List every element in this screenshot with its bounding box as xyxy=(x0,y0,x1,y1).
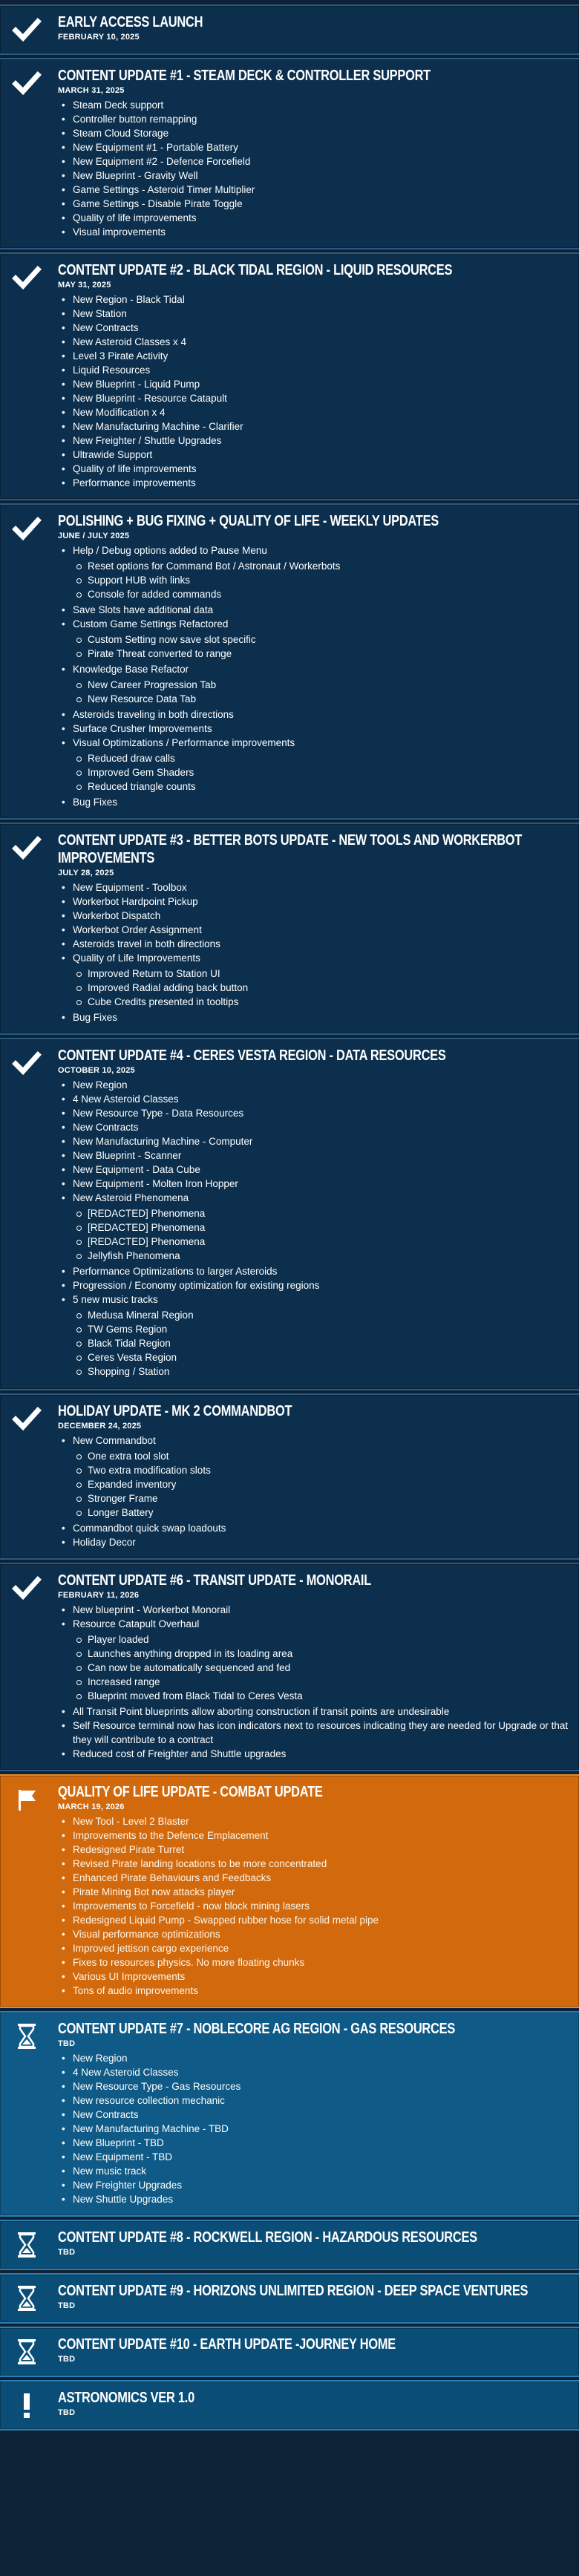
sub-feature-item: Two extra modification slots xyxy=(73,1463,570,1477)
feature-item xyxy=(58,2136,570,2150)
feature-item xyxy=(58,1927,570,1941)
feature-item xyxy=(58,923,570,937)
feature-item xyxy=(58,112,570,126)
feature-item xyxy=(58,391,570,405)
milestone-title: POLISHING + BUG FIXING + QUALITY OF LIFE - WEEKLY UPDATES xyxy=(58,513,439,529)
sub-feature-list xyxy=(73,1308,570,1379)
sub-feature-item: Expanded inventory xyxy=(73,1477,570,1491)
milestone-date: MARCH 31, 2025 xyxy=(58,86,125,95)
feature-text: Pirate Mining Bot now attacks player xyxy=(73,1886,235,1897)
sub-feature-list xyxy=(73,1449,570,1520)
milestone-date: FEBRUARY 10, 2025 xyxy=(58,33,140,42)
feature-text: New Resource Type - Data Resources xyxy=(73,1108,244,1119)
feature-text: Controller button remapping xyxy=(73,114,197,125)
feature-item xyxy=(58,662,570,706)
sub-feature-item: Reset options for Command Bot / Astronaut / Workerbots xyxy=(73,559,570,573)
milestone-card xyxy=(0,823,579,1035)
feature-item xyxy=(58,462,570,476)
sub-feature-item: Improved Gem Shaders xyxy=(73,765,570,779)
feature-item xyxy=(58,126,570,140)
feature-item xyxy=(58,1078,570,1092)
feature-item xyxy=(58,722,570,736)
feature-text: Redesigned Liquid Pump - Swapped rubber hose for solid metal pipe xyxy=(73,1915,379,1926)
sub-feature-item: Reduced draw calls xyxy=(73,751,570,765)
feature-text: Visual Optimizations / Performance improvements xyxy=(73,737,295,748)
sub-feature-list xyxy=(73,751,570,794)
feature-item xyxy=(58,2065,570,2079)
sub-feature-item: Ceres Vesta Region xyxy=(73,1350,570,1364)
feature-list xyxy=(58,1078,570,1379)
milestone-date: DECEMBER 24, 2025 xyxy=(58,1422,142,1431)
milestone-card xyxy=(0,252,579,500)
sub-feature-item: Improved Return to Station UI xyxy=(73,967,570,981)
feature-item xyxy=(58,1704,570,1719)
sub-feature-item: Launches anything dropped in its loading area xyxy=(73,1647,570,1661)
feature-text: New Region xyxy=(73,1079,128,1091)
feature-item xyxy=(58,1148,570,1163)
feature-item xyxy=(58,1899,570,1913)
feature-text: 5 new music tracks xyxy=(73,1294,158,1305)
feature-item xyxy=(58,937,570,951)
milestone-title: CONTENT UPDATE #3 - BETTER BOTS UPDATE - NEW TOOLS AND WORKERBOT IMPROVEMENTS xyxy=(58,832,523,866)
feature-text: New Blueprint - Resource Catapult xyxy=(73,393,227,404)
sub-feature-item: One extra tool slot xyxy=(73,1449,570,1463)
hourglass-icon xyxy=(10,2020,43,2053)
milestone-card xyxy=(0,2220,579,2270)
feature-item xyxy=(58,1010,570,1024)
feature-list xyxy=(58,880,570,1024)
feature-text: New Contracts xyxy=(73,1122,139,1133)
feature-text: New Manufacturing Machine - Computer xyxy=(73,1136,253,1147)
feature-text: Workerbot Hardpoint Pickup xyxy=(73,896,198,907)
feature-text: Self Resource terminal now has icon indicators next to resources indicating they are needed for Upgrade or that they will contribute to a contract xyxy=(73,1720,569,1745)
feature-item xyxy=(58,1814,570,1828)
feature-text: New Asteroid Phenomena xyxy=(73,1192,189,1203)
milestone-title: CONTENT UPDATE #10 - EARTH UPDATE -JOURNEY HOME xyxy=(58,2336,396,2353)
sub-feature-list xyxy=(73,559,570,601)
feature-text: New Blueprint - Liquid Pump xyxy=(73,379,200,390)
checkmark-icon xyxy=(10,512,43,545)
feature-text: All Transit Point blueprints allow aborting construction if transit points are undesirable xyxy=(73,1706,450,1717)
feature-text: New Asteroid Classes x 4 xyxy=(73,336,187,347)
feature-text: Knowledge Base Refactor xyxy=(73,664,189,675)
feature-item xyxy=(58,377,570,391)
milestone-card xyxy=(0,1393,579,1560)
feature-item xyxy=(58,1603,570,1617)
feature-text: Steam Deck support xyxy=(73,99,164,111)
feature-item xyxy=(58,603,570,617)
feature-list xyxy=(58,98,570,239)
feature-text: Progression / Economy optimization for existing regions xyxy=(73,1280,320,1291)
sub-feature-item: TW Gems Region xyxy=(73,1322,570,1336)
feature-text: Resource Catapult Overhaul xyxy=(73,1618,200,1629)
feature-text: Holiday Decor xyxy=(73,1537,136,1548)
feature-text: New Tool - Level 2 Blaster xyxy=(73,1816,189,1827)
feature-item xyxy=(58,307,570,321)
milestone-card xyxy=(0,1563,579,1771)
milestone-title: CONTENT UPDATE #6 - TRANSIT UPDATE - MONORAIL xyxy=(58,1572,372,1589)
exclamation-icon xyxy=(10,2389,43,2422)
feature-item xyxy=(58,2192,570,2206)
feature-item xyxy=(58,736,570,794)
feature-text: 4 New Asteroid Classes xyxy=(73,1094,179,1105)
feature-text: Performance improvements xyxy=(73,477,196,488)
feature-item xyxy=(58,543,570,601)
sub-feature-item: Custom Setting now save slot specific xyxy=(73,632,570,647)
feature-text: Level 3 Pirate Activity xyxy=(73,350,169,362)
feature-item xyxy=(58,1292,570,1379)
feature-item xyxy=(58,1747,570,1761)
feature-item xyxy=(58,795,570,809)
feature-text: Quality of life improvements xyxy=(73,463,197,474)
feature-item xyxy=(58,1719,570,1747)
feature-item xyxy=(58,617,570,661)
feature-text: New Blueprint - Gravity Well xyxy=(73,170,198,181)
feature-item xyxy=(58,895,570,909)
feature-item xyxy=(58,335,570,349)
feature-item xyxy=(58,1191,570,1263)
sub-feature-list xyxy=(73,678,570,706)
feature-text: Asteroids travel in both directions xyxy=(73,938,220,949)
feature-item xyxy=(58,363,570,377)
feature-text: Improvements to Forcefield - now block mining lasers xyxy=(73,1900,310,1912)
feature-text: New resource collection mechanic xyxy=(73,2095,225,2106)
feature-text: Bug Fixes xyxy=(73,1012,118,1023)
feature-text: Redesigned Pirate Turret xyxy=(73,1844,185,1855)
feature-text: Tons of audio improvements xyxy=(73,1985,198,1996)
sub-feature-list xyxy=(73,632,570,661)
feature-text: 4 New Asteroid Classes xyxy=(73,2067,179,2078)
milestone-card xyxy=(0,58,579,249)
milestone-date: TBD xyxy=(58,2039,76,2048)
milestone-title: CONTENT UPDATE #9 - HORIZONS UNLIMITED REGION - DEEP SPACE VENTURES xyxy=(58,2283,529,2299)
feature-item xyxy=(58,2164,570,2178)
feature-text: Fixes to resources physics. No more floating chunks xyxy=(73,1957,305,1968)
feature-text: Various UI Improvements xyxy=(73,1971,186,1982)
feature-item xyxy=(58,1120,570,1134)
feature-item xyxy=(58,476,570,490)
feature-item xyxy=(58,1969,570,1984)
feature-item xyxy=(58,1885,570,1899)
feature-text: Asteroids traveling in both directions xyxy=(73,709,234,720)
feature-item xyxy=(58,419,570,434)
hourglass-icon xyxy=(10,2335,43,2368)
feature-text: New Contracts xyxy=(73,2109,139,2120)
feature-item xyxy=(58,349,570,363)
feature-item xyxy=(58,292,570,307)
sub-feature-item: [REDACTED] Phenomena xyxy=(73,1206,570,1220)
milestone-date: TBD xyxy=(58,2355,76,2364)
checkmark-icon xyxy=(10,67,43,99)
sub-feature-item: Black Tidal Region xyxy=(73,1336,570,1350)
feature-item xyxy=(58,140,570,154)
feature-text: Quality of life improvements xyxy=(73,212,197,223)
milestone-title: ASTRONOMICS VER 1.0 xyxy=(58,2390,194,2406)
feature-text: Workerbot Dispatch xyxy=(73,910,161,921)
feature-item xyxy=(58,1264,570,1278)
feature-item xyxy=(58,2108,570,2122)
sub-feature-item: Improved Radial adding back button xyxy=(73,981,570,995)
feature-list xyxy=(58,543,570,809)
sub-feature-item: [REDACTED] Phenomena xyxy=(73,1220,570,1235)
sub-feature-item: Reduced triangle counts xyxy=(73,779,570,794)
feature-item xyxy=(58,2093,570,2108)
feature-text: New Equipment #2 - Defence Forcefield xyxy=(73,156,251,167)
milestone-title: CONTENT UPDATE #2 - BLACK TIDAL REGION - LIQUID RESOURCES xyxy=(58,262,453,278)
milestone-card xyxy=(0,2011,579,2217)
milestone-card xyxy=(0,2327,579,2377)
feature-text: New Equipment - TBD xyxy=(73,2151,173,2163)
feature-text: Improved jettison cargo experience xyxy=(73,1943,229,1954)
feature-text: Game Settings - Disable Pirate Toggle xyxy=(73,198,243,209)
sub-feature-list xyxy=(73,967,570,1009)
milestone-card xyxy=(0,503,579,820)
sub-feature-item: Support HUB with links xyxy=(73,573,570,587)
feature-text: New Manufacturing Machine - TBD xyxy=(73,2123,229,2134)
feature-text: New Blueprint - TBD xyxy=(73,2137,164,2148)
feature-list xyxy=(58,1814,570,1998)
sub-feature-item: Cube Credits presented in tooltips xyxy=(73,995,570,1009)
feature-text: New Resource Type - Gas Resources xyxy=(73,2081,241,2092)
feature-text: New Region xyxy=(73,2053,128,2064)
checkmark-icon xyxy=(10,831,43,864)
sub-feature-list xyxy=(73,1632,570,1703)
feature-text: Workerbot Order Assignment xyxy=(73,924,202,935)
feature-item xyxy=(58,1278,570,1292)
milestone-card xyxy=(0,2273,579,2324)
sub-feature-item: Player loaded xyxy=(73,1632,570,1647)
feature-item xyxy=(58,211,570,225)
feature-text: Revised Pirate landing locations to be more concentrated xyxy=(73,1858,327,1869)
feature-item xyxy=(58,1163,570,1177)
feature-item xyxy=(58,880,570,895)
feature-text: New blueprint - Workerbot Monorail xyxy=(73,1604,231,1615)
milestone-date: MARCH 19, 2026 xyxy=(58,1802,125,1811)
sub-feature-item: Medusa Mineral Region xyxy=(73,1308,570,1322)
feature-item xyxy=(58,1913,570,1927)
milestone-title: HOLIDAY UPDATE - MK 2 COMMANDBOT xyxy=(58,1403,292,1419)
feature-text: New Station xyxy=(73,308,127,319)
feature-item xyxy=(58,1535,570,1549)
sub-feature-item: Blueprint moved from Black Tidal to Ceres Vesta xyxy=(73,1689,570,1703)
feature-item xyxy=(58,1955,570,1969)
feature-item xyxy=(58,909,570,923)
feature-item xyxy=(58,2051,570,2065)
feature-item xyxy=(58,98,570,112)
feature-item xyxy=(58,1434,570,1520)
feature-item xyxy=(58,2178,570,2192)
milestone-date: TBD xyxy=(58,2408,76,2417)
sub-feature-item: Increased range xyxy=(73,1675,570,1689)
feature-text: New Freighter / Shuttle Upgrades xyxy=(73,435,222,446)
feature-text: Performance Optimizations to larger Asteroids xyxy=(73,1266,278,1277)
hourglass-icon xyxy=(10,2282,43,2315)
sub-feature-item: Jellyfish Phenomena xyxy=(73,1249,570,1263)
feature-item xyxy=(58,1106,570,1120)
sub-feature-list xyxy=(73,1206,570,1263)
feature-text: Visual improvements xyxy=(73,226,166,238)
feature-text: New Equipment - Data Cube xyxy=(73,1164,200,1175)
feature-text: New Modification x 4 xyxy=(73,407,166,418)
sub-feature-item: New Resource Data Tab xyxy=(73,692,570,706)
milestone-card xyxy=(0,4,579,55)
feature-item xyxy=(58,1941,570,1955)
feature-item xyxy=(58,154,570,169)
checkmark-icon xyxy=(10,261,43,294)
milestone-title: CONTENT UPDATE #8 - ROCKWELL REGION - HAZARDOUS RESOURCES xyxy=(58,2229,477,2246)
sub-feature-item: Stronger Frame xyxy=(73,1491,570,1506)
feature-text: Bug Fixes xyxy=(73,797,118,808)
milestone-date: FEBRUARY 11, 2026 xyxy=(58,1591,140,1600)
feature-text: Game Settings - Asteroid Timer Multiplier xyxy=(73,184,255,195)
feature-item xyxy=(58,1871,570,1885)
feature-text: New Equipment - Molten Iron Hopper xyxy=(73,1178,238,1189)
feature-text: New Commandbot xyxy=(73,1435,156,1446)
feature-text: Improvements to the Defence Emplacement xyxy=(73,1830,269,1841)
feature-item xyxy=(58,1177,570,1191)
feature-item xyxy=(58,707,570,722)
feature-text: New music track xyxy=(73,2165,147,2177)
feature-text: Commandbot quick swap loadouts xyxy=(73,1523,226,1534)
checkmark-icon xyxy=(10,13,43,46)
sub-feature-item: Pirate Threat converted to range xyxy=(73,647,570,661)
feature-text: Custom Game Settings Refactored xyxy=(73,618,229,630)
feature-item xyxy=(58,1857,570,1871)
feature-text: New Freighter Upgrades xyxy=(73,2180,183,2191)
feature-text: Quality of Life Improvements xyxy=(73,952,200,964)
milestone-title: CONTENT UPDATE #7 - NOBLECORE AG REGION - GAS RESOURCES xyxy=(58,2021,456,2037)
feature-text: New Equipment #1 - Portable Battery xyxy=(73,142,238,153)
feature-text: New Equipment - Toolbox xyxy=(73,882,187,893)
feature-item xyxy=(58,225,570,239)
feature-item xyxy=(58,2079,570,2093)
feature-item xyxy=(58,183,570,197)
milestone-title: CONTENT UPDATE #1 - STEAM DECK & CONTROLLER SUPPORT xyxy=(58,68,431,84)
sub-feature-item: [REDACTED] Phenomena xyxy=(73,1235,570,1249)
feature-text: New Manufacturing Machine - Clarifier xyxy=(73,421,243,432)
milestone-title: QUALITY OF LIFE UPDATE - COMBAT UPDATE xyxy=(58,1784,323,1800)
feature-item xyxy=(58,169,570,183)
feature-text: New Region - Black Tidal xyxy=(73,294,185,305)
feature-item xyxy=(58,2150,570,2164)
feature-text: Ultrawide Support xyxy=(73,449,153,460)
hourglass-icon xyxy=(10,2229,43,2261)
feature-text: New Blueprint - Scanner xyxy=(73,1150,182,1161)
feature-item xyxy=(58,1843,570,1857)
milestone-date: JUNE / JULY 2025 xyxy=(58,532,130,540)
feature-item xyxy=(58,434,570,448)
feature-item xyxy=(58,1092,570,1106)
feature-item xyxy=(58,1521,570,1535)
feature-text: Reduced cost of Freighter and Shuttle upgrades xyxy=(73,1748,287,1759)
feature-item xyxy=(58,405,570,419)
milestone-card xyxy=(0,2380,579,2430)
milestone-date: JULY 28, 2025 xyxy=(58,869,114,877)
feature-text: Surface Crusher Improvements xyxy=(73,723,212,734)
feature-item xyxy=(58,197,570,211)
milestone-card xyxy=(0,1774,579,2008)
feature-text: New Contracts xyxy=(73,322,139,333)
feature-list xyxy=(58,1434,570,1549)
sub-feature-item: Longer Battery xyxy=(73,1506,570,1520)
feature-item xyxy=(58,1984,570,1998)
flag-icon xyxy=(10,1783,43,1816)
feature-list xyxy=(58,292,570,490)
milestone-card xyxy=(0,1038,579,1390)
feature-item xyxy=(58,321,570,335)
feature-text: Liquid Resources xyxy=(73,365,151,376)
feature-list xyxy=(58,2051,570,2206)
milestone-title: EARLY ACCESS LAUNCH xyxy=(58,14,203,30)
feature-item xyxy=(58,1134,570,1148)
feature-item xyxy=(58,2122,570,2136)
sub-feature-item: Console for added commands xyxy=(73,587,570,601)
sub-feature-item: New Career Progression Tab xyxy=(73,678,570,692)
checkmark-icon xyxy=(10,1402,43,1435)
feature-text: Steam Cloud Storage xyxy=(73,128,169,139)
milestone-date: TBD xyxy=(58,2248,76,2257)
feature-item xyxy=(58,1617,570,1703)
feature-text: New Shuttle Upgrades xyxy=(73,2194,174,2205)
sub-feature-item: Can now be automatically sequenced and fed xyxy=(73,1661,570,1675)
feature-item xyxy=(58,448,570,462)
feature-item xyxy=(58,1828,570,1843)
feature-text: Enhanced Pirate Behaviours and Feedbacks xyxy=(73,1872,272,1883)
checkmark-icon xyxy=(10,1047,43,1079)
milestone-date: MAY 31, 2025 xyxy=(58,281,111,290)
sub-feature-item: Shopping / Station xyxy=(73,1364,570,1379)
checkmark-icon xyxy=(10,1572,43,1604)
feature-text: Help / Debug options added to Pause Menu xyxy=(73,545,267,556)
milestone-date: TBD xyxy=(58,2301,76,2310)
milestone-date: OCTOBER 10, 2025 xyxy=(58,1066,135,1075)
milestone-title: CONTENT UPDATE #4 - CERES VESTA REGION - DATA RESOURCES xyxy=(58,1047,446,1064)
feature-item xyxy=(58,951,570,1009)
feature-list xyxy=(58,1603,570,1761)
feature-text: Save Slots have additional data xyxy=(73,604,214,615)
feature-text: Visual performance optimizations xyxy=(73,1929,220,1940)
